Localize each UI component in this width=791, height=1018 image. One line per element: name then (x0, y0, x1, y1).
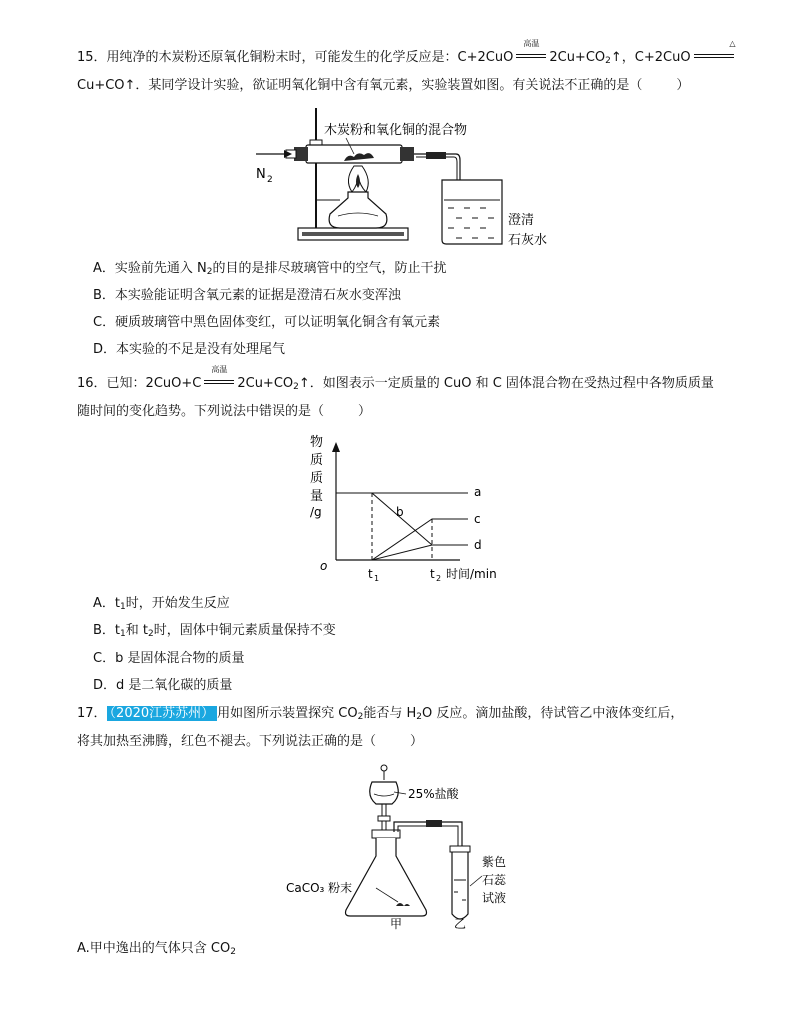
q16-tick-t1-sub: 1 (374, 574, 380, 583)
q15-option-d[interactable] (93, 341, 285, 359)
q16-stem-text-2: 随时间的变化趋势。下列说法中错误的是（ (77, 404, 325, 419)
option-letter: A． (93, 596, 115, 611)
q16-paren-close: ） (358, 404, 372, 419)
option-text: b 是固体混合物的质量 (115, 651, 245, 666)
q16-tick-t2: t (430, 567, 435, 581)
option-letter: B． (93, 288, 115, 303)
q17-apparatus-figure (286, 760, 526, 930)
q15-stem-line-2 (77, 77, 689, 95)
q16-option-b[interactable] (93, 622, 336, 640)
q15-stem-line-1: 15．用纯净的木炭粉还原氧化铜粉末时，可能发生的化学反应是：C+2CuO 高温 $2Cu+CO_2↑$，C+2CuO △ (77, 39, 736, 66)
q16-ylabel-char: 物 (310, 435, 324, 450)
line-d (372, 545, 468, 560)
option-letter: A． (93, 261, 115, 276)
option-sub: 2 (148, 629, 154, 639)
q15-label-mixture: 木炭粉和氧化铜的混合物 (324, 123, 468, 138)
option-letter: C． (93, 315, 116, 330)
q16-stem-line-2 (77, 403, 371, 421)
line-c (372, 519, 468, 560)
q17-paren-close: ） (410, 734, 424, 749)
option-letter: B． (93, 623, 115, 638)
q16-eq-condition: 高温 (211, 365, 228, 374)
q17-label-litmus-3: 试液 (482, 891, 507, 905)
q16-tick-t2-sub: 2 (436, 574, 442, 583)
q16-ylabel-char: 量 (310, 489, 324, 504)
q17-source-tag[interactable]: （2020江苏苏州） (107, 706, 218, 721)
q15-eq1-products: 2Cu+CO (549, 50, 606, 65)
option-text-post: 的目的是排尽玻璃管中的空气，防止干扰 (212, 261, 447, 276)
q15-label-n2-sub: 2 (267, 175, 273, 185)
q16-ylabel-char: 质 (310, 453, 324, 468)
q16-option-d[interactable] (93, 677, 232, 695)
option-text: 本实验能证明含氧元素的证据是澄清石灰水变浑浊 (114, 288, 401, 303)
q15-label-lime-2: 石灰水 (508, 233, 548, 248)
q16-mass-time-chart (300, 430, 520, 590)
q17-label-yi: 乙 (454, 917, 467, 930)
q17-label-jia: 甲 (390, 917, 403, 930)
option-text: 实验前先通入 N (114, 261, 207, 276)
q16-label-a: a (474, 485, 482, 499)
option-text: 硬质玻璃管中黑色固体变红，可以证明氧化铜含有氧元素 (115, 315, 441, 330)
q15-eq1-arrow: ↑，C+2CuO (610, 50, 691, 65)
q17-number: 17． (77, 706, 107, 721)
q16-ylabel-char: 质 (310, 471, 324, 486)
option-text: A.甲中逸出的气体只含 CO (77, 941, 231, 956)
q15-stem-text-2: Cu+CO↑．某同学设计实验，欲证明氧化铜中含有氧元素，实验装置如图。有关说法不正确的是（ (77, 78, 643, 93)
q15-label-n2: N (256, 167, 266, 182)
option-sub: 2 (206, 267, 213, 277)
q15-option-c[interactable] (93, 314, 440, 332)
q17-stem-line-2 (77, 733, 423, 751)
q17-label-powder: CaCO₃ 粉末 (286, 881, 353, 895)
q17-stem-line-1: 17． （2020江苏苏州） 用如图所示装置探究 $CO_2$能否与 $H_2O$ 反应。滴加盐酸，待试管乙中液体变红后， (77, 706, 684, 722)
q16-eq-sign (202, 365, 236, 388)
q15-eq2-condition: △ (729, 39, 736, 48)
q15-eq1-condition: 高温 (523, 39, 540, 48)
q16-stem-line-1: 16．已知：2CuO+C 高温 $2Cu+CO_2↑$．如图表示一定质量的 CuO 和 C 固体混合物在受热过程中各物质质量 (77, 365, 714, 392)
option-text: d 是二氧化碳的质量 (116, 678, 233, 693)
q16-label-d: d (474, 538, 482, 552)
q15-stem-text: 15．用纯净的木炭粉还原氧化铜粉末时，可能发生的化学反应是：C+2CuO (77, 50, 514, 65)
q17-stem-text-c: O 反应。滴加盐酸，待试管乙中液体变红后， (421, 706, 684, 721)
option-letter: D． (93, 678, 117, 693)
q16-stem-text: 16．已知：2CuO+C (77, 376, 202, 391)
option-letter: C． (93, 651, 116, 666)
option-letter: D． (93, 342, 117, 357)
option-text: t (114, 623, 121, 638)
q15-apparatus-figure (250, 104, 550, 252)
q17-label-litmus-1: 紫色 (482, 855, 507, 869)
q16-eq-products: 2Cu+CO (237, 376, 294, 391)
q17-option-a[interactable] (77, 940, 236, 958)
q15-eq1-sign (514, 39, 548, 62)
q17-label-acid: 25%盐酸 (408, 787, 459, 801)
option-text: 本实验的不足是没有处理尾气 (116, 342, 286, 357)
q15-eq2-sign (692, 39, 736, 62)
q17-stem-text-2: 将其加热至沸腾，红色不褪去。下列说法正确的是（ (77, 734, 377, 749)
q16-ylabel-char: /g (310, 505, 322, 519)
q16-label-c: c (474, 512, 481, 526)
q16-option-c[interactable] (93, 650, 244, 668)
option-text-post: 时，固体中铜元素质量保持不变 (153, 623, 336, 638)
q16-option-a[interactable] (93, 595, 230, 613)
q16-origin: o (320, 559, 328, 573)
option-text-mid: 和 t (125, 623, 148, 638)
q16-stem-text-cont: ↑．如图表示一定质量的 CuO 和 C 固体混合物在受热过程中各物质质量 (298, 376, 714, 391)
q17-label-litmus-2: 石蕊 (482, 873, 507, 887)
q15-option-b[interactable] (93, 287, 401, 305)
option-text: t (114, 596, 121, 611)
q17-stem-text-b: 能否与 H (363, 706, 417, 721)
q15-option-a[interactable] (93, 260, 447, 278)
q15-label-lime-1: 澄清 (508, 213, 535, 228)
option-sub: 1 (120, 629, 126, 639)
option-sub: 1 (120, 602, 126, 612)
q16-label-b: b (396, 505, 404, 519)
q16-xlabel: 时间/min (446, 567, 497, 581)
q15-paren-close: ） (676, 78, 690, 93)
q16-tick-t1: t (368, 567, 373, 581)
option-sub: 2 (230, 947, 236, 957)
option-text-post: 时，开始发生反应 (125, 596, 230, 611)
q17-stem-text: 用如图所示装置探究 CO (217, 706, 358, 721)
